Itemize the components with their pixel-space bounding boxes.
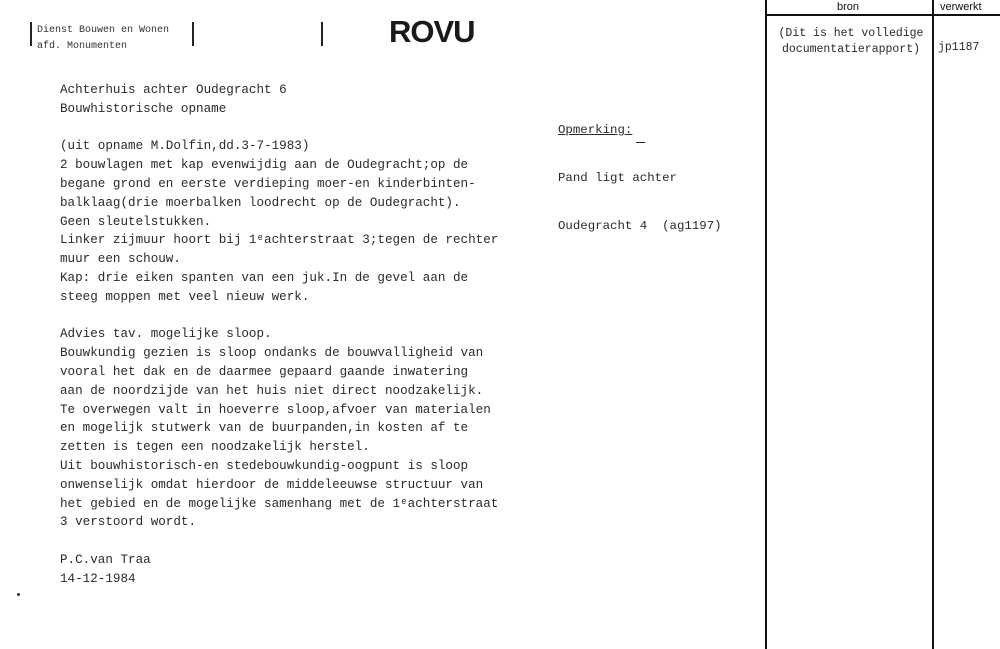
- document-line: Bouwkundig gezien is sloop ondanks de bouwvalligheid van: [60, 346, 484, 361]
- document-line: Bouwhistorische opname: [60, 101, 227, 116]
- document-line: aan de noordzijde van het huis niet direct noodzakelijk.: [60, 383, 484, 398]
- department-section: afd. Monumenten: [37, 41, 128, 52]
- document-line: steeg moppen met veel nieuw werk.: [60, 289, 310, 304]
- document-line: P.C.van Traa: [60, 552, 151, 567]
- remark-underline-mark: [636, 142, 645, 143]
- document-line: Achterhuis achter Oudegracht 6: [60, 83, 287, 97]
- ledger-column-rule: [932, 0, 934, 649]
- verwerkt-cell: jp1187: [938, 41, 980, 54]
- document-line: 2 bouwlagen met kap evenwijdig aan de Oudegracht;op de: [60, 158, 469, 173]
- document-body: [60, 81, 530, 589]
- remark-block: [558, 90, 722, 250]
- document-line: [60, 532, 530, 551]
- letterhead-mid-bar: [192, 22, 194, 46]
- document-line: Uit bouwhistorisch-en stedebouwkundig-oogpunt is sloop: [60, 458, 469, 473]
- rovu-logo: ROVU: [389, 14, 475, 49]
- document-line: Advies tav. mogelijke sloop.: [60, 327, 272, 342]
- ledger-header-rule: [765, 14, 1000, 16]
- stray-dot: [17, 593, 20, 596]
- letterhead-left-bar: [30, 22, 32, 46]
- document-line: Geen sleutelstukken.: [60, 214, 212, 229]
- document-line: vooral het dak en de daarmee gepaard gaande inwatering: [60, 364, 469, 379]
- document-line: Kap: drie eiken spanten van een juk.In de gevel aan de: [60, 270, 469, 285]
- remark-line: Pand ligt achter: [558, 171, 677, 185]
- document-line: 14-12-1984: [60, 571, 136, 586]
- remark-line: Oudegracht 4 (ag1197): [558, 219, 722, 233]
- document-line: (uit opname M.Dolfin,dd.3-7-1983): [60, 139, 310, 154]
- document-line: Linker zijmuur hoort bij 1ᵉachterstraat 3;tegen de rechter: [60, 233, 499, 248]
- document-line: het gebied en de mogelijke samenhang met de 1ᵉachterstraat: [60, 496, 499, 511]
- document-line: begane grond en eerste verdieping moer-en kinderbinten-: [60, 176, 476, 191]
- document-line: balklaag(drie moerbalken loodrecht op de Oudegracht).: [60, 195, 461, 210]
- document-line: [60, 119, 530, 138]
- bron-cell: (Dit is het volledige documentatierapport): [778, 27, 924, 56]
- department-block: [37, 23, 169, 55]
- letterhead-right-bar: [321, 22, 323, 46]
- document-line: onwenselijk omdat hierdoor de middeleeuwse structuur van: [60, 477, 484, 492]
- verwerkt-header: verwerkt: [940, 1, 982, 13]
- remark-heading: Opmerking:: [558, 123, 633, 137]
- document-line: 3 verstoord wordt.: [60, 515, 197, 530]
- department-name: Dienst Bouwen en Wonen: [37, 25, 170, 36]
- bron-header: bron: [837, 1, 860, 13]
- document-line: Te overwegen valt in hoeverre sloop,afvoer van materialen: [60, 402, 491, 417]
- document-line: [60, 307, 530, 326]
- document-line: zetten is tegen een noodzakelijk herstel.: [60, 440, 370, 455]
- document-line: muur een schouw.: [60, 252, 181, 267]
- ledger-left-rule: [765, 0, 767, 649]
- document-line: en mogelijk stutwerk van de buurpanden,in kosten af te: [60, 421, 469, 436]
